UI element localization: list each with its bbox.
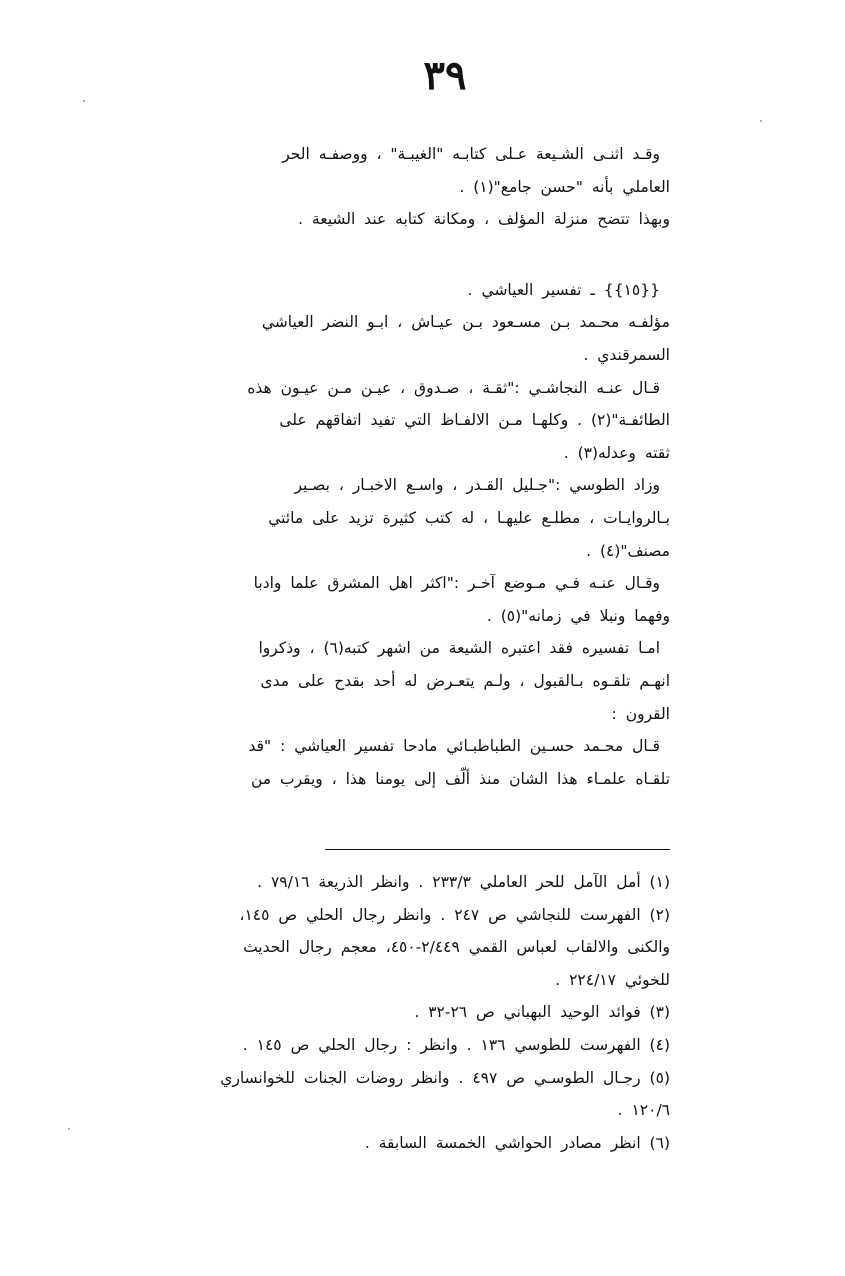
text-line: القرون : <box>611 704 670 723</box>
footnote-line: والكنى والالقاب لعباس القمي ٢/٤٤٩-٤٥٠، معجم رجال الحديث <box>243 938 670 957</box>
text-line: مصنف"(٤) . <box>586 541 670 560</box>
footnote-line: للخوئي ٢٢٤/١٧ . <box>555 970 670 989</box>
text-line: تلقـاه علمـاء هذا الشان منذ ألّف إلى يومنا هذا ، ويقرب من <box>250 769 670 788</box>
footnote-divider <box>325 849 670 850</box>
main-text <box>95 138 670 795</box>
text-line: مؤلفـه محـمد بـن مسـعود بـن عيـاش ، ابـو النضر العياشي <box>261 313 670 332</box>
text-line: العاملي بأنه "حسن جامع"(١) . <box>459 177 670 196</box>
text-line: السمرقندي . <box>583 345 670 364</box>
scan-speck <box>760 120 762 122</box>
text-line: امـا تفسيره فقد اعتبره الشيعة من اشهر كتبه(٦) ، وذكروا <box>258 639 660 658</box>
section-heading: {{١٥}} ـ تفسير العياشي . <box>467 280 660 299</box>
footnote-line: (٥) رجـال الطوسـي ص ٤٩٧ . وانظر روضات الجنات للخوانساري <box>220 1068 670 1087</box>
scan-speck <box>83 100 85 102</box>
text-line: الطائفـة"(٢) . وكلهـا مـن الالفـاظ التي تفيد اتفاقهم على <box>279 411 670 430</box>
text-line: وزاد الطوسي :"جـليل القـدر ، واسـع الاخبـار ، بصـير <box>294 476 660 495</box>
footnote-line: (١) أمل الآمل للحر العاملي ٢٣٣/٣ . وانظر الذريعة ٧٩/١٦ . <box>257 873 670 891</box>
text-line: قـال محـمد حسـين الطباطبـائي مادحا تفسير العياشي : "قد <box>248 737 660 756</box>
text-line: وقـد اثنـى الشـيعة عـلى كتابـه "الغيبـة" ، ووصفـه الحر <box>282 145 660 163</box>
text-line: قـال عنـه النجاشـي :"ثقـة ، صـدوق ، عيـن مـن عيـون هذه <box>247 378 660 397</box>
footnote-line: ١٢٠/٦ . <box>617 1101 670 1120</box>
footnote-line: (٦) انظر مصادر الحواشي الخمسة السابقة . <box>364 1133 670 1152</box>
footnote-line: (٢) الفهرست للنجاشي ص ٢٤٧ . وانظر رجال الحلي ص ١٤٥، <box>239 905 670 924</box>
text-line: ثقته وعدله(٣) . <box>563 443 670 462</box>
footnote-line: (٤) الفهرست للطوسي ١٣٦ . وانظر : رجال الحلي ص ١٤٥ . <box>242 1035 670 1054</box>
footnote-line: (٣) فوائد الوحيد البهباني ص ٢٦-٣٢ . <box>414 1003 670 1022</box>
text-line: بـالروايـات ، مطلـع عليهـا ، له كتب كثيرة تزيد على مائتي <box>268 508 670 527</box>
text-line: وبهذا تتضح منزلة المؤلف ، ومكانة كتابه عند الشيعة . <box>298 210 670 229</box>
scan-speck <box>68 1128 70 1130</box>
text-line: وقـال عنـه فـي مـوضع آخـر :"اكثر اهل المشرق علما وادبا <box>253 574 660 593</box>
page-number: ٣٩ <box>423 52 467 99</box>
paragraph-gap <box>95 236 670 274</box>
footnotes <box>95 866 670 1159</box>
text-line: انهـم تلقـوه بـالقبول ، ولـم يتعـرض له أحد بقدح على مدى <box>260 671 670 690</box>
text-line: وفهما ونبلا في زمانه"(٥) . <box>486 606 670 625</box>
